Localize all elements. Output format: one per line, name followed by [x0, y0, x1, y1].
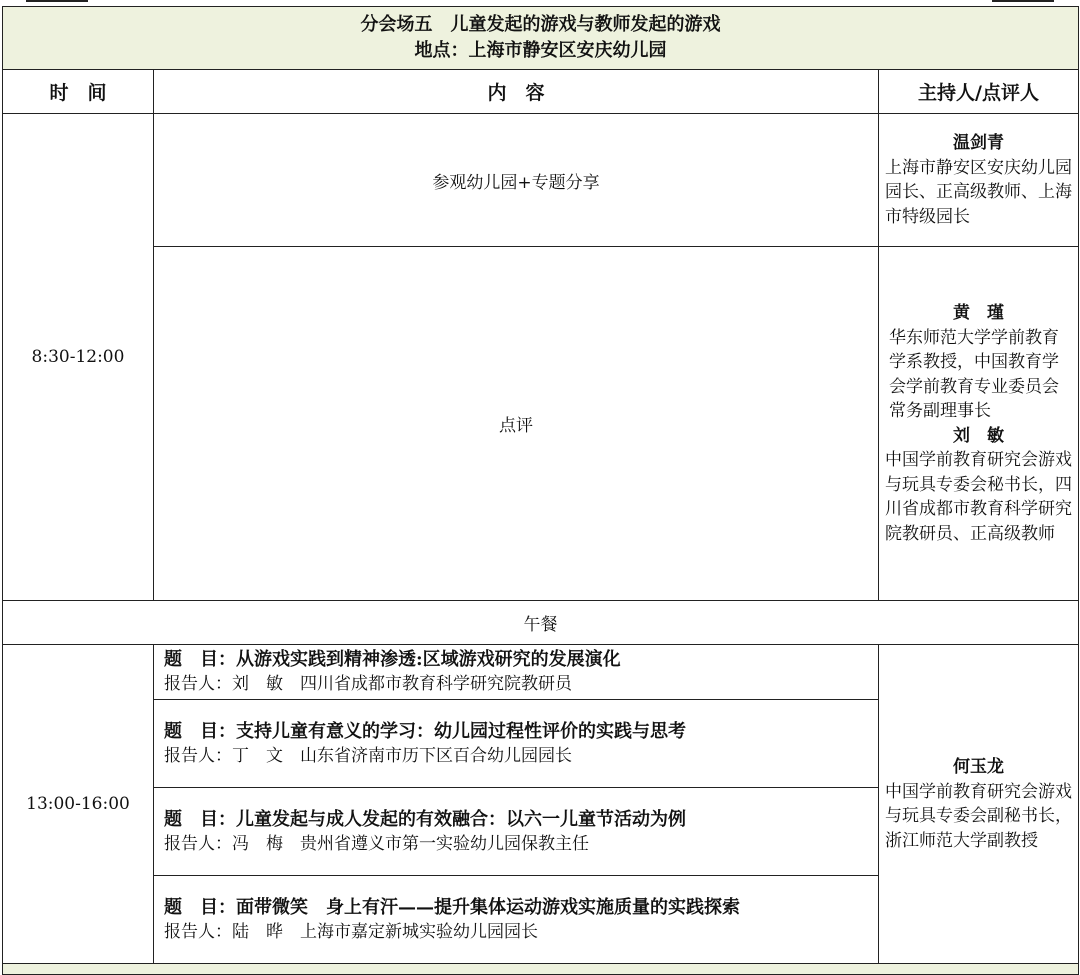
table-footer-strip: [3, 964, 1079, 975]
host-description: 华东师范大学学前教育学系教授，中国教育学会学前教育专业委员会常务副理事长: [889, 327, 1059, 421]
host-name: 黄 瑾: [953, 303, 1004, 323]
morning-item-content: 点评: [154, 247, 879, 601]
top-rule-left: [26, 0, 88, 2]
talk-item: [154, 645, 879, 700]
morning-item-content: 参观幼儿园+专题分享: [154, 114, 879, 247]
session-title: 分会场五 儿童发起的游戏与教师发起的游戏: [360, 14, 721, 35]
talk-reporter: 报告人：陆 晔 上海市嘉定新城实验幼儿园园长: [164, 921, 538, 942]
column-header-host: 主持人/点评人: [879, 70, 1079, 114]
host-description: 中国学前教育研究会游戏与玩具专委会副秘书长，浙江师范大学副教授: [885, 781, 1072, 851]
talk-reporter: 报告人：丁 文 山东省济南市历下区百合幼儿园园长: [164, 745, 572, 766]
talk-title: 题 目：支持儿童有意义的学习：幼儿园过程性评价的实践与思考: [164, 720, 686, 742]
host-name: 何玉龙: [953, 757, 1004, 777]
table-row: [3, 247, 1079, 601]
talk-title: 题 目：面带微笑 身上有汗——提升集体运动游戏实施质量的实践探索: [164, 896, 740, 918]
host-description: 中国学前教育研究会游戏与玩具专委会秘书长，四川省成都市教育科学研究院教研员、正高级教师: [885, 450, 1072, 544]
lunch-label: 午餐: [3, 601, 1079, 645]
morning-time: 8:30-12:00: [3, 114, 154, 601]
afternoon-time: 13:00-16:00: [3, 645, 154, 964]
host-name: 温剑青: [953, 133, 1004, 153]
talk-reporter: 报告人：冯 梅 贵州省遵义市第一实验幼儿园保教主任: [164, 833, 589, 854]
morning-item-host: [879, 247, 1079, 601]
column-header-row: [3, 70, 1079, 114]
schedule-table: [2, 6, 1079, 975]
session-header-cell: [3, 7, 1079, 70]
table-row: [3, 114, 1079, 247]
talk-item: [154, 788, 879, 876]
talk-title: 题 目：儿童发起与成人发起的有效融合：以六一儿童节活动为例: [164, 808, 686, 830]
top-rule-right: [992, 0, 1054, 2]
column-header-time: 时 间: [3, 70, 154, 114]
session-location: 地点：上海市静安区安庆幼儿园: [414, 40, 667, 61]
table-row: [3, 645, 1079, 700]
lunch-row: [3, 601, 1079, 645]
session-header: [3, 7, 1079, 70]
footer-strip-cell: [3, 964, 1079, 975]
column-header-content: 内 容: [154, 70, 879, 114]
host-name: 刘 敏: [953, 425, 1004, 446]
talk-title: 题 目：从游戏实践到精神渗透:区域游戏研究的发展演化: [164, 649, 621, 670]
talk-reporter: 报告人：刘 敏 四川省成都市教育科学研究院教研员: [164, 674, 572, 694]
talk-item: [154, 876, 879, 964]
host-description: 上海市静安区安庆幼儿园园长、正高级教师、上海市特级园长: [885, 157, 1072, 227]
morning-item-host: [879, 114, 1079, 247]
talk-item: [154, 700, 879, 788]
afternoon-host: [879, 645, 1079, 964]
